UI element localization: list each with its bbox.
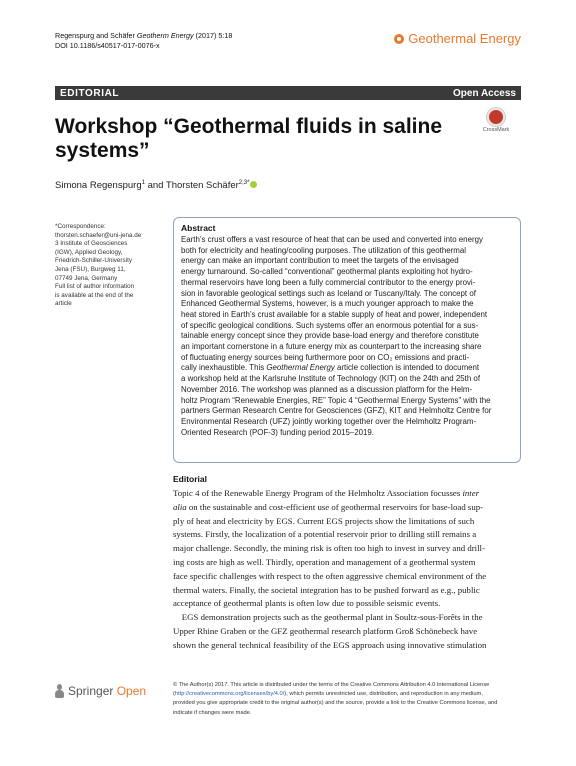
abstract-line: Oriented Research (POF-3) funding period 2015–2019. [181,427,374,437]
title-line: systems” [55,139,150,162]
publisher-name [68,684,146,698]
article-type-banner [55,86,521,100]
body-line [173,501,521,515]
article-title [55,115,455,163]
correspondence-email[interactable]: thorsten.schaefer@uni-jena.de [55,231,142,239]
abstract-line: of specific geological conditions. Such systems offer an enormous potential for a sus- [181,320,479,330]
author-affiliation-mark: 2,3* [238,180,250,186]
body-line: major challenge. Secondly, the mining risk is often too high to invest in survey and drill- [173,543,485,554]
journal-name: Geothermal Energy [408,31,521,46]
abstract-fragment: cally inexhaustible. This [181,363,267,373]
license-line [173,690,521,699]
crossmark-icon [487,108,505,126]
license-line: © The Author(s) 2017. This article is distributed under the terms of the Creative Commons Attribution 4.0 International License [173,682,490,688]
correspondence-line: Full list of author information [55,283,135,291]
license-notice [173,681,521,718]
abstract-line: Earth’s crust offers a vast resource of heat that can be used and converted into energy [181,235,483,244]
correspondence-line: 07749 Jena, Germany [55,274,118,282]
abstract-line: sion in favorable geological settings such as Iceland or Tuscany/Italy. The concept of [181,288,476,298]
citation-authors: Regenspurg and Schäfer [55,31,135,40]
author-name[interactable]: Thorsten Schäfer [165,180,239,192]
author-name[interactable]: Simona Regenspurg [55,180,142,192]
body-line: thermal waters. Finally, the societal integration has to be pushed forward as e.g., public [173,584,480,595]
abstract-line: Environmental Research (UFZ) jointly working together over the Helmholtz Program- [181,416,477,426]
publisher-wordmark: Springer [68,684,114,698]
body-line: acceptance of geothermal plants is often low due to possible seismic events. [173,598,441,609]
abstract-line: heat stored in Earth’s crust available for a stable supply of heat and power, independent [181,309,488,319]
citation-volume: (2017) 5:18 [193,31,233,40]
abstract-journal-name: Geothermal Energy [266,363,335,373]
springer-horse-icon [55,684,65,698]
abstract-line: both for electricity and heating/cooling purposes. The utilization of this geothermal [181,245,466,255]
abstract-line [181,363,513,374]
body-fragment: Topic 4 of the Renewable Energy Program of the Helmholtz Association focusses [173,488,463,498]
abstract-heading: Abstract [181,223,216,233]
title-line: Workshop “Geothermal fluids in saline [55,115,443,138]
abstract-line: holtz Program “Renewable Energies, RE” Topic 4 “Geothermal Energy Systems” with the [181,395,491,405]
abstract-line: thermal reservoirs have long been a fully commercial contributor to the energy provi- [181,277,476,287]
crossmark-badge[interactable] [471,108,521,133]
abstract-line: energy turnaround. So-called “conventional” geothermal plants exploiting hot hydro- [181,267,473,277]
abstract-fragment: article collection is intended to document [334,363,480,373]
correspondence-line: is available at the end of the [55,291,134,299]
citation-journal: Geotherm Energy [136,31,194,40]
abstract-line: Enhanced Geothermal Systems, however, is a much younger approach to make the [181,299,474,309]
body-line: Upper Rhine Graben or the GFZ geothermal research platform Groß Schönebeck have [173,625,478,636]
journal-brand[interactable] [394,31,521,46]
journal-logo-icon [394,34,404,44]
author-affiliation-mark: 1 [141,180,145,186]
body-line: ply of heat and electricity by EGS. Current EGS projects show the limitations of such [173,515,475,526]
body-line: EGS demonstration projects such as the geothermal plant in Soultz-sous-Forêts in the [173,612,483,623]
publisher-logo[interactable] [55,684,146,698]
orcid-icon[interactable] [250,181,257,188]
body-line: shown the general technical feasibility of the EGS approach using innovative stimulation [173,639,487,650]
editorial-body [173,487,521,653]
correspondence-line: article [55,300,72,308]
abstract-line: partners German Research Centre for Geosciences (GFZ), KIT and Helmholtz Centre for [181,406,492,416]
abstract-line: tainable energy concept since they provide base-load energy and therefore constitute [181,331,479,341]
abstract-line: energy can make an important contribution to meet the targets of the envisaged [181,256,459,266]
body-line [173,487,521,501]
article-type-label: EDITORIAL [60,87,120,99]
citation-line [55,31,232,41]
doi[interactable]: DOI 10.1186/s40517-017-0076-x [55,40,160,50]
open-access-label: Open Access [453,87,516,99]
abstract-box [173,217,521,463]
abstract-line: November 2016. The workshop was planned as a discussion platform for the Helm- [181,384,473,394]
correspondence-note [55,223,165,309]
publisher-open: Open [116,684,147,698]
license-line: indicate if changes were made. [173,709,252,716]
body-line: ing costs are high as well. Thirdly, operation and management of a geothermal system [173,556,476,567]
body-fragment: on the sustainable and cost-efficient use of geothermal reservoirs for base-load sup- [186,501,484,512]
license-line: provided you give appropriate credit to the original author(s) and the source, provide a link to the Creative Commons license, and [173,700,498,707]
editorial-heading: Editorial [173,474,208,484]
body-italic: alia [173,501,187,512]
correspondence-line: *Correspondence: [55,223,106,230]
abstract-line: of fluctuating energy sources being furthermore poor on CO₂ emissions and practi- [181,352,470,362]
correspondence-line: (IGW), Applied Geology, [55,248,123,256]
correspondence-line: 3 Institute of Geosciences [55,240,128,248]
license-fragment: ( [173,691,175,698]
author-list [55,180,257,191]
license-link[interactable]: http://creativecommons.org/licenses/by/4.0/ [174,691,285,698]
body-italic: inter [462,488,480,498]
correspondence-line: Friedrich-Schiller-University [55,257,132,265]
author-joiner: and [144,180,166,192]
abstract-line: a workshop held at the Karlsruhe Institute of Technology (KIT) on the 24th and 25th of [181,374,481,384]
crossmark-label: CrossMark [482,127,510,133]
citation-header [55,31,232,50]
correspondence-line: Jena (FSU), Burgweg 11, [55,265,126,273]
abstract-line: an important cornerstone in a future energy mix as counterpart to the increasing share [181,342,482,352]
body-line: face specific challenges with respect to the often aggressive chemical environment of the [173,570,487,581]
body-line: systems. Firstly, the localization of a potential reservoir prior to drilling still remains a [173,529,477,540]
license-fragment: ), which permits unrestricted use, distribution, and reproduction in any medium, [284,691,483,698]
